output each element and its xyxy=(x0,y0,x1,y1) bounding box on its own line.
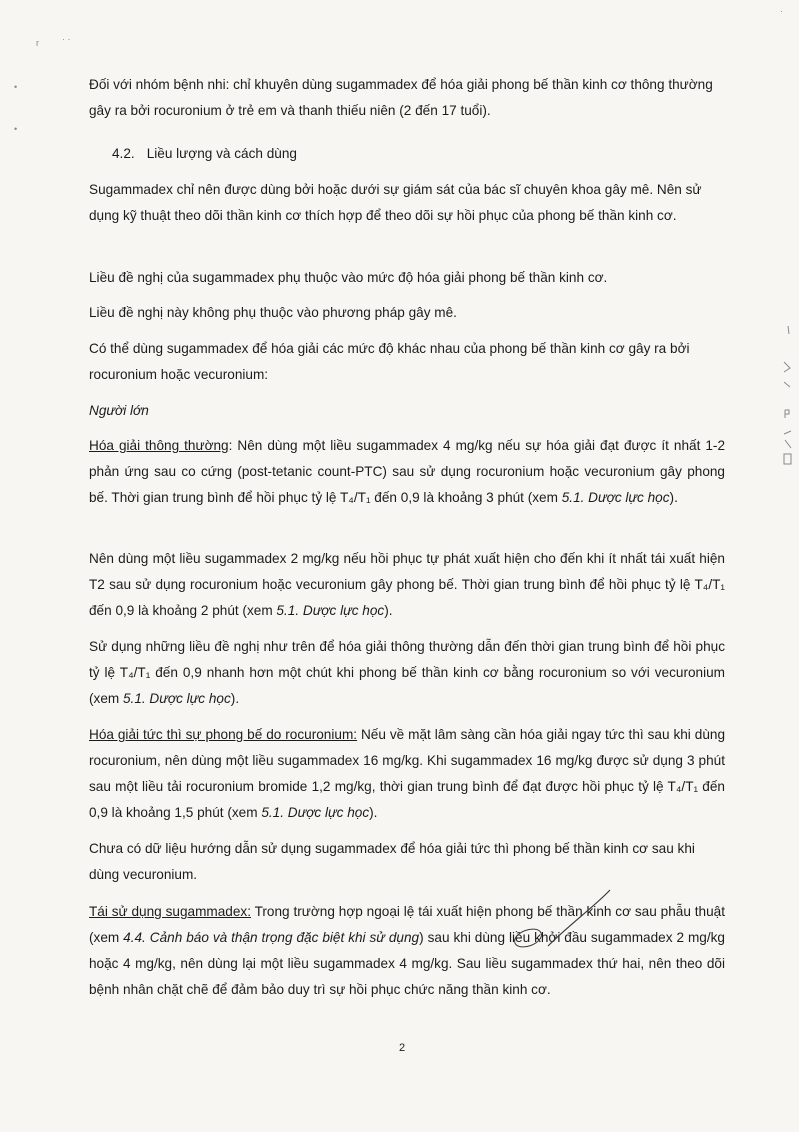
warnings-ref: 4.4. Cảnh báo và thận trọng đặc biệt khi sử dụng xyxy=(123,930,420,945)
section-heading xyxy=(112,141,297,167)
margin-scan-marks xyxy=(776,322,796,472)
immediate-reversal-label: Hóa giải tức thì sự phong bế do rocuronium: xyxy=(89,727,358,742)
paragraph-supervision: Sugammadex chỉ nên được dùng bởi hoặc dưới sự giám sát của bác sĩ chuyên khoa gây mê. Nên sử dụng kỹ thuật theo dõi thần kinh cơ thích hợp để theo dõi sự hồi phục của phong bế thần kinh cơ. xyxy=(89,182,702,223)
paragraph-comparison: Sử dụng những liều đề nghị như trên để hóa giải thông thường dẫn đến thời gian trung bình để hồi phục tỷ lệ T₄/T₁ đến 0,9 nhanh hơn một chút khi phong bế thần kinh cơ bằng rocuronium so với vecuronium (xem 5.1. Dược lực học). xyxy=(89,639,725,706)
scan-speck: · · xyxy=(62,34,71,44)
routine-reversal-label: Hóa giải thông thường xyxy=(89,438,229,453)
scan-speck: · xyxy=(780,6,783,16)
pen-mark xyxy=(500,886,620,956)
pharmacodynamics-ref: 5.1. Dược lực học xyxy=(276,603,385,618)
paragraph-immediate-reversal: Hóa giải tức thì sự phong bế do rocuronium: Nếu về mặt lâm sàng cần hóa giải ngay tức thì sau khi dùng rocuronium, nên dùng một liều sugammadex 16 mg/kg. Khi sugammadex 16 mg/kg được sử dụng 3 phút sau một liều tải rocuronium bromide 1,2 mg/kg, thời gian trung bình để đạt được hồi phục tỷ lệ T₄/T₁ đến 0,9 là khoảng 1,5 phút (xem 5.1. Dược lực học). xyxy=(89,727,726,820)
paragraph-routine-reversal: Hóa giải thông thường: Nên dùng một liều sugammadex 4 mg/kg nếu sự hóa giải đạt được ít nhất 1-2 phản ứng sau co cứng (post-tetanic count-PTC) sau sử dụng rocuronium hoặc vecuronium gây phong bế. Thời gian trung bình để hồi phục tỷ lệ T₄/T₁ đến 0,9 là khoảng 3 phút (xem 5.1. Dược lực học). xyxy=(89,438,726,505)
paragraph-dose-independent: Liều đề nghị này không phụ thuộc vào phương pháp gây mê. xyxy=(89,305,457,320)
adults-subheading: Người lớn xyxy=(89,403,149,418)
paragraph-levels: Có thể dùng sugammadex để hóa giải các mức độ khác nhau của phong bế thần kinh cơ gây ra bởi rocuronium hoặc vecuronium: xyxy=(89,341,690,382)
pharmacodynamics-ref: 5.1. Dược lực học xyxy=(561,490,670,505)
scan-speck: • xyxy=(14,124,18,134)
scan-speck: • xyxy=(14,82,18,92)
section-number: 4.2. xyxy=(112,146,135,161)
pharmacodynamics-ref: 5.1. Dược lực học xyxy=(261,805,370,820)
paragraph-two-mg: Nên dùng một liều sugammadex 2 mg/kg nếu hồi phục tự phát xuất hiện cho đến khi ít nhất tái xuất hiện T2 sau sử dụng rocuronium hoặc vecuronium gây phong bế. Thời gian trung bình để hồi phục tỷ lệ T₄/T₁ đến 0,9 là khoảng 2 phút (xem 5.1. Dược lực học). xyxy=(89,551,725,618)
paragraph-no-data: Chưa có dữ liệu hướng dẫn sử dụng sugammadex để hóa giải tức thì phong bế thần kinh cơ sau khi dùng vecuronium. xyxy=(89,841,695,882)
paragraph-dose-depends: Liều đề nghị của sugammadex phụ thuộc vào mức độ hóa giải phong bế thần kinh cơ. xyxy=(89,270,608,285)
scan-speck: r xyxy=(36,38,39,48)
section-title: Liều lượng và cách dùng xyxy=(146,146,297,161)
reuse-label: Tái sử dụng sugammadex: xyxy=(89,904,251,919)
paragraph-pediatric: Đối với nhóm bệnh nhi: chỉ khuyên dùng sugammadex để hóa giải phong bế thần kinh cơ thông thường gây ra bởi rocuronium ở trẻ em và thanh thiếu niên (2 đến 17 tuổi). xyxy=(89,77,713,118)
page-number: 2 xyxy=(399,1042,406,1054)
paragraph-reuse: Tái sử dụng sugammadex: Trong trường hợp ngoại lệ tái xuất hiện phong bế thần kinh cơ sau phẫu thuật (xem 4.4. Cảnh báo và thận trọng đặc biệt khi sử dụng) sau khi dùng liều khởi đầu sugammadex 2 mg/kg hoặc 4 mg/kg, nên dùng lại một liều sugammadex 4 mg/kg. Sau liều sugammadex thứ hai, nên theo dõi bệnh nhân chặt chẽ để đảm bảo duy trì sự hồi phục chức năng thần kinh cơ. xyxy=(89,904,725,997)
pharmacodynamics-ref: 5.1. Dược lực học xyxy=(122,691,231,706)
